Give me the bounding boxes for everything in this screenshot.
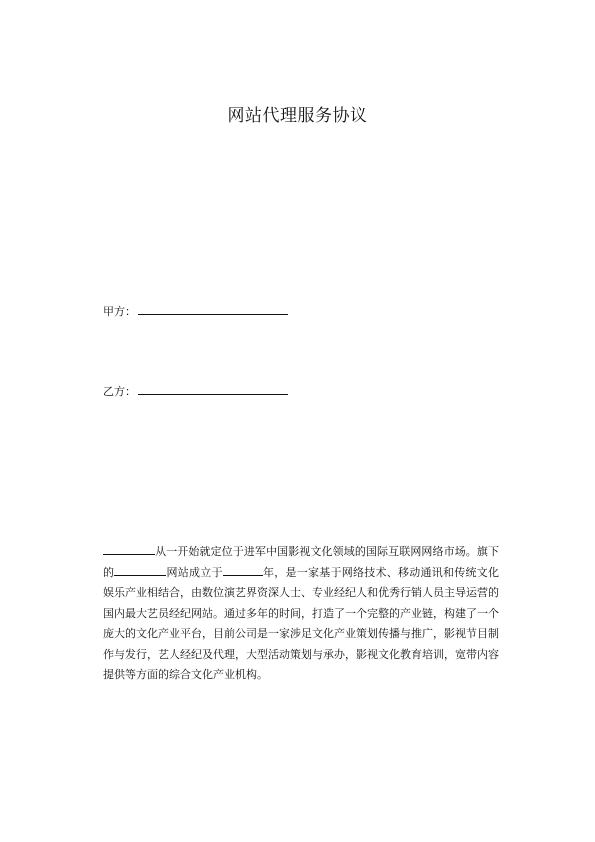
intro-segment-1: 从一开始就定位于进军中国影视文化领域的国际互联网网络市场。旗下的 xyxy=(103,545,499,579)
document-title: 网站代理服务协议 xyxy=(227,106,368,126)
party-b-line xyxy=(103,384,288,400)
party-a-label: 甲方： xyxy=(103,305,136,318)
party-b-label: 乙方： xyxy=(103,385,136,398)
party-b-blank xyxy=(138,384,288,395)
intro-segment-3: 年，是一家基于网络技术、移动通讯和传统文化娱乐产业相结合，由数位演艺界资深人士、专业经纪人和优秀行销人员主导运营的国内最大艺员经纪网站。通过多年的时间，打造了一个完整的产业链，构建了一个庞大的文化产业平台，目前公司是一家涉足文化产业策划传播与推广，影视节目制作与发行，艺人经纪及代理，大型活动策划与承办，影视文化教育培训，宽带内容提供等方面的综合文化产业机构。 xyxy=(103,565,499,681)
intro-paragraph xyxy=(103,542,499,686)
intro-segment-2: 网站成立于 xyxy=(166,565,223,579)
company-name-blank xyxy=(103,544,155,555)
founding-year-blank xyxy=(223,565,263,576)
party-a-blank xyxy=(138,304,288,315)
party-a-line xyxy=(103,304,288,320)
website-name-blank xyxy=(114,565,166,576)
